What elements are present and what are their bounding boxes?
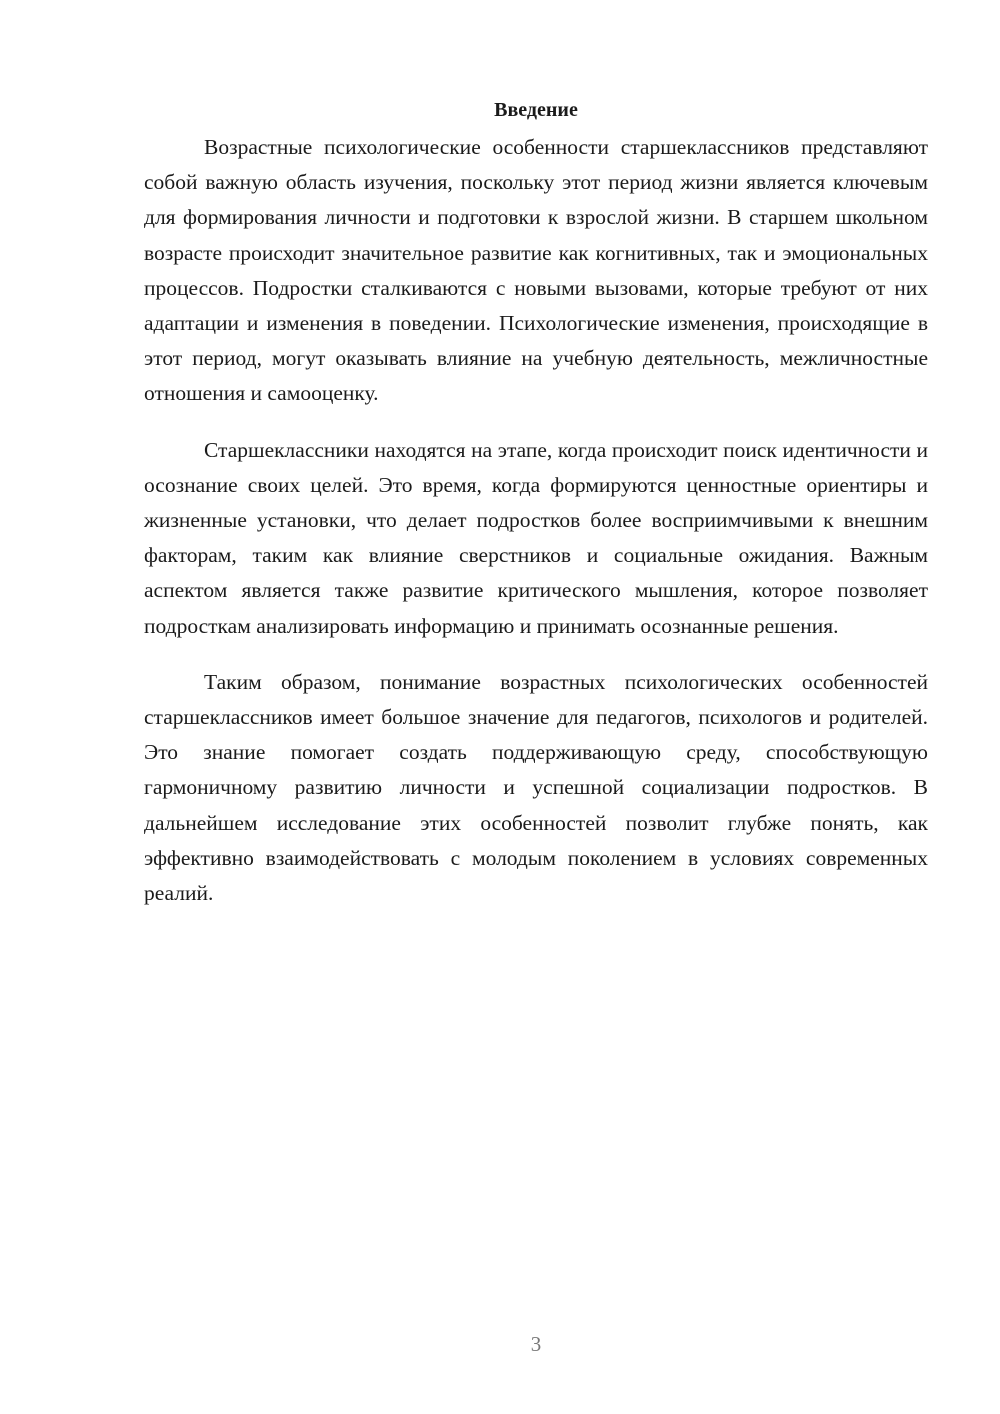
paragraph-1: Возрастные психологические особенности старшеклассников представляют собой важную область изучения, поскольку этот период жизни является ключевым для формирования личности и подготовки к взрослой жизни. В старшем школьном возрасте происходит значительное развитие как когнитивных, так и эмоциональных процессов. Подростки сталкиваются с новыми вызовами, которые требуют от них адаптации и изменения в поведении. Психологические изменения, происходящие в этот период, могут оказывать влияние на учебную деятельность, межличностные отношения и самооценку. — [144, 135, 928, 406]
page-number: 3 — [530, 1332, 542, 1356]
paragraph-3: Таким образом, понимание возрастных психологических особенностей старшеклассников имеет большое значение для педагогов, психологов и родителей. Это знание помогает создать поддерживающую среду, способствующую гармоничному развитию личности и успешной социализации подростков. В дальнейшем исследование этих особенностей позволит глубже понять, как эффективно взаимодействовать с молодым поколением в условиях современных реалий. — [144, 669, 928, 906]
page-content — [144, 92, 928, 932]
section-heading: Введение — [494, 99, 578, 121]
paragraph-2: Старшеклассники находятся на этапе, когда происходит поиск идентичности и осознание своих целей. Это время, когда формируются ценностные ориентиры и жизненные установки, что делает подростков более восприимчивыми к внешним факторам, таким как влияние сверстников и социальные ожидания. Важным аспектом является также развитие критического мышления, которое позволяет подросткам анализировать информацию и принимать осознанные решения. — [144, 437, 928, 638]
